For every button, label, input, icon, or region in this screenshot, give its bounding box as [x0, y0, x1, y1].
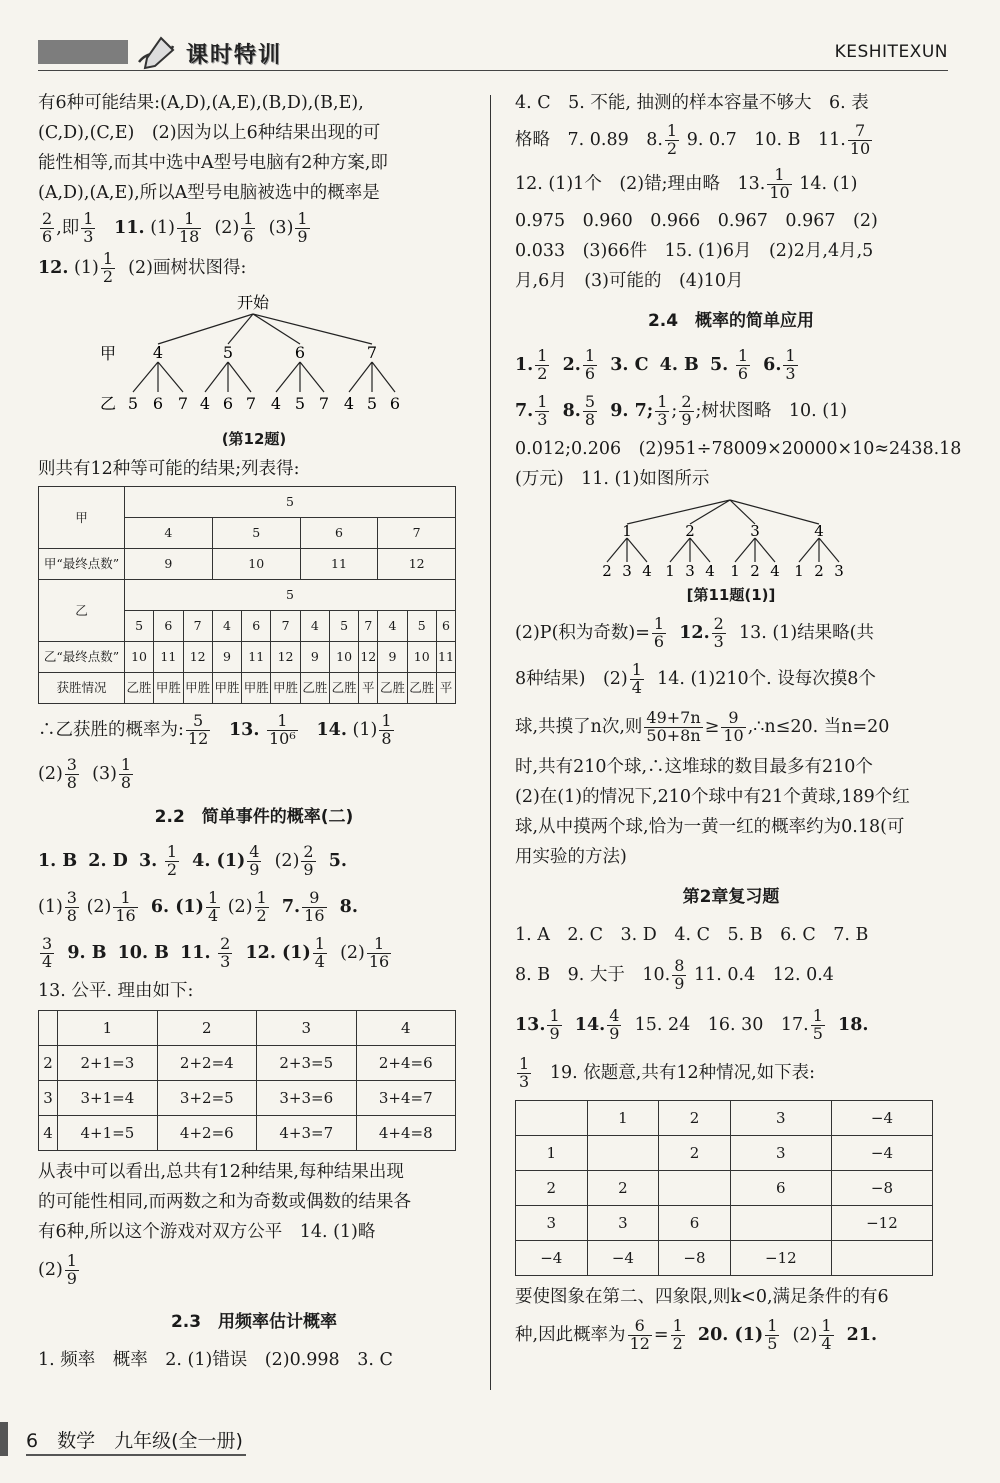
footer-rule [26, 1454, 246, 1456]
text-line: 格略 7. 0.89 8. $\frac{1}{2}$ 9. 0.7 10. B 11. $\frac{7}{10}$ [515, 121, 871, 158]
text-line: 能性相等,而其中选中A型号电脑有2种方案,即 [38, 153, 388, 173]
text-line: 要使图象在第二、四象限,则k<0,满足条件的有6 [515, 1287, 889, 1307]
table-cell: 6 [436, 611, 455, 642]
tree-node: 6 [294, 343, 306, 362]
tree-node: 7 [366, 343, 378, 362]
table-row [39, 642, 456, 673]
tree-node: 5 [294, 394, 306, 413]
header-title: 课时特训 [186, 43, 283, 68]
tree-root: 开始 [236, 293, 270, 312]
figure-caption: [第11题(1)] [686, 586, 776, 604]
fraction: $\frac{7}{10}$ [849, 121, 871, 158]
text-line: 1. A 2. C 3. D 4. C 5. B 6. C 7. B [515, 925, 869, 945]
table-19 [515, 1100, 933, 1276]
table-cell: 10 [329, 642, 358, 673]
text-line: 7. $\frac{1}{3}$ 8. $\frac{5}{8}$ 9. 7; $\frac{1}{3}$ ; $\frac{2}{9}$ ;树状图略 10. (1) [515, 392, 848, 429]
text-line: 月,6月 (3)可能的 (4)10月 [515, 271, 744, 291]
table-cell: 甲胜 [271, 673, 300, 704]
table-cell: 甲“最终点数” [39, 549, 125, 580]
table-cell: 11 [154, 642, 183, 673]
table-cell: 甲胜 [242, 673, 271, 704]
text-line: 8种结果) (2) $\frac{1}{4}$ 14. (1)210个. 设每次摸8个 [515, 660, 876, 697]
table-row: 1 2 3 4 [39, 1011, 456, 1046]
table-cell: 11 [300, 549, 378, 580]
text-line: (2) $\frac{1}{9}$ [38, 1251, 77, 1288]
table-cell: 乙“最终点数” [39, 642, 125, 673]
table-cell: 11 [436, 642, 455, 673]
table-cell: 甲胜 [183, 673, 212, 704]
fraction: $\frac{9}{16}$ [304, 888, 325, 925]
fraction: $\frac{3}{8}$ [66, 755, 77, 792]
table-cell: 甲胜 [212, 673, 241, 704]
column-divider [490, 95, 491, 1390]
fraction: $\frac{1}{\text{10⁶}}$ [269, 711, 296, 748]
tree-node: 5 [127, 394, 139, 413]
fraction: $\frac{1}{2}$ [666, 121, 678, 158]
svg-text:1: 1 [794, 562, 804, 580]
tree-node: 4 [152, 343, 164, 362]
fraction: $\frac{5}{12}$ [187, 711, 209, 748]
tree-diagram-12 [38, 288, 470, 428]
tree-label-jia: 甲 [100, 344, 117, 363]
tree-label-yi: 乙 [100, 394, 117, 413]
fraction: $\frac{1}{3}$ [83, 209, 94, 246]
table-cell: 5 [124, 580, 455, 611]
table-cell: 5 [407, 611, 436, 642]
text-line: 1. B 2. D 3. $\frac{1}{2}$ 4. (1) $\frac{4}{9}$ (2) $\frac{2}{9}$ 5. [38, 842, 348, 879]
table-cell: 获胜情况 [39, 673, 125, 704]
tree-node: 7 [177, 394, 189, 413]
tree-edges [133, 314, 395, 392]
table-cell: 乙胜 [407, 673, 436, 704]
fraction: $\frac{1}{2}$ [102, 249, 114, 286]
table-cell: 平 [436, 673, 455, 704]
table-row: −4 −4 −8 −12 [516, 1241, 933, 1276]
text-line: 时,共有210个球,∴这堆球的数目最多有210个 [515, 757, 873, 777]
header-rule [38, 70, 948, 71]
tree-node: 6 [152, 394, 164, 413]
tree-node: 7 [245, 394, 257, 413]
table-cell: 乙胜 [378, 673, 407, 704]
text-line: 有6种,所以这个游戏对双方公平 14. (1)略 [38, 1222, 376, 1242]
table-cell: 7 [359, 611, 378, 642]
tree-diagram-11 [515, 494, 947, 580]
table-cell: 4 [212, 611, 241, 642]
table-cell: 乙 [39, 580, 125, 642]
svg-text:1: 1 [730, 562, 740, 580]
text-line: 有6种可能结果:(A,D),(A,E),(B,D),(B,E), [38, 93, 364, 113]
fraction: $\frac{3}{8}$ [66, 888, 77, 925]
fraction: $\frac{1}{2}$ [166, 842, 178, 879]
fraction: $\frac{1}{16}$ [115, 888, 136, 925]
tree-node: 4 [270, 394, 282, 413]
header-bar [38, 40, 128, 64]
text-line: (1) $\frac{3}{8}$ (2) $\frac{1}{16}$ 6. (1) $\frac{1}{4}$ (2) $\frac{1}{2}$ 7. $\frac{9}{16}$ 8. [38, 888, 358, 925]
table-cell: 5 [329, 611, 358, 642]
table-row: 3 3 6 −12 [516, 1206, 933, 1241]
section-title: 第2章复习题 [682, 887, 780, 907]
table-row [39, 487, 456, 518]
text-line: $\frac{2}{6}$ ,即 $\frac{1}{3}$ 11. (1) $\frac{1}{18}$ (2) $\frac{1}{6}$ (3) $\frac{1}{9}$ [42, 209, 308, 246]
table-cell: 9 [378, 642, 407, 673]
table-cell: 10 [124, 642, 153, 673]
fraction: $\frac{2}{6}$ [42, 209, 53, 246]
text-line: (2)在(1)的情况下,210个球中有21个黄球,189个红 [515, 787, 910, 807]
table-cell: 7 [378, 518, 456, 549]
svg-text:3: 3 [685, 562, 695, 580]
table-row: 1 2 3 −4 [516, 1101, 933, 1136]
table-cell: 5 [124, 487, 455, 518]
header-english: KESHITEXUN [834, 42, 948, 62]
text-line: (2)P(积为奇数)= $\frac{1}{6}$ 12. $\frac{2}{3}$ 13. (1)结果略(共 [515, 614, 875, 651]
tree-node: 7 [318, 394, 330, 413]
svg-text:4: 4 [642, 562, 652, 580]
text-line: 则共有12种等可能的结果;列表得: [38, 459, 300, 479]
fraction: $\frac{1}{9}$ [297, 209, 308, 246]
tree-node: 4 [199, 394, 211, 413]
svg-text:4: 4 [705, 562, 715, 580]
table-cell: 12 [378, 549, 456, 580]
fraction: $\frac{1}{9}$ [66, 1251, 77, 1288]
text-line: 从表中可以看出,总共有12种结果,每种结果出现 [38, 1162, 404, 1182]
text-line: 用实验的方法) [515, 847, 627, 867]
text-line: 球,从中摸两个球,恰为一黄一红的概率约为0.18(可 [515, 817, 905, 837]
tree-node: 4 [343, 394, 355, 413]
svg-text:1: 1 [622, 522, 632, 540]
figure-caption: (第12题) [221, 430, 287, 448]
table-cell: 10 [407, 642, 436, 673]
text-line: 1. $\frac{1}{2}$ 2. $\frac{1}{6}$ 3. C 4. B 5. $\frac{1}{6}$ 6. $\frac{1}{3}$ [515, 346, 796, 383]
fraction: $\frac{1}{4}$ [314, 934, 325, 971]
table-row: 4 4+1=5 4+2=6 4+3=7 4+4=8 [39, 1116, 456, 1151]
table-row: 1 2 3 −4 [516, 1136, 933, 1171]
table-cell: 7 [271, 611, 300, 642]
section-title: 2.2 简单事件的概率(二) [154, 807, 354, 827]
tree-node: 5 [366, 394, 378, 413]
table-cell: 甲 [39, 487, 125, 549]
text-line: 4. C 5. 不能, 抽测的样本容量不够大 6. 表 [515, 93, 869, 113]
page-footer [0, 1420, 1000, 1460]
fraction: $\frac{1}{8}$ [120, 755, 132, 792]
table-cell: 9 [212, 642, 241, 673]
table-cell: 10 [212, 549, 300, 580]
svg-text:4: 4 [770, 562, 780, 580]
fraction: $\frac{1}{16}$ [368, 934, 390, 971]
text-line: 1. 频率 概率 2. (1)错误 (2)0.998 3. C [38, 1350, 393, 1370]
svg-text:3: 3 [750, 522, 760, 540]
svg-text:3: 3 [834, 562, 844, 580]
table-cell: 12 [183, 642, 212, 673]
table-12 [38, 486, 456, 704]
text-line: ∴乙获胜的概率为: $\frac{5}{12}$ 13. $\frac{1}{\text{10⁶}}$ 14. (1) $\frac{1}{8}$ [38, 711, 392, 748]
tree-level2 [128, 394, 400, 413]
table-cell: 乙胜 [300, 673, 329, 704]
fraction: $\frac{1}{2}$ [256, 888, 267, 925]
fraction: $\frac{1}{4}$ [207, 888, 219, 925]
section-title: 2.3 用频率估计概率 [170, 1312, 338, 1332]
tree-node: 6 [389, 394, 401, 413]
footer-text: 6 数学 九年级(全一册) [26, 1430, 243, 1452]
table-cell: 乙胜 [124, 673, 153, 704]
svg-text:2: 2 [685, 522, 695, 540]
table-cell: 5 [124, 611, 153, 642]
text-line: 8. B 9. 大于 10. $\frac{8}{9}$ 11. 0.4 12. 0.4 [515, 956, 834, 993]
tree-level1 [622, 522, 824, 540]
text-line: (万元) 11. (1)如图所示 [515, 469, 710, 489]
text-line: 12. (1) $\frac{1}{2}$ (2)画树状图得: [38, 249, 247, 286]
tree-level1 [153, 343, 377, 362]
fraction: $\frac{1}{18}$ [178, 209, 200, 246]
text-line: 0.033 (3)66件 15. (1)6月 (2)2月,4月,5 [515, 241, 874, 261]
table-13 [38, 1010, 456, 1151]
text-line: (A,D),(A,E),所以A型号电脑被选中的概率是 [38, 183, 380, 203]
table-row [39, 549, 456, 580]
text-line: $\frac{1}{3}$ 19. 依题意,共有12种情况,如下表: [519, 1054, 816, 1091]
right-column [515, 88, 962, 1358]
table-row [39, 673, 456, 704]
fraction: $\frac{4}{9}$ [249, 842, 260, 879]
text-line: $\frac{3}{4}$ 9. B 10. B 11. $\frac{2}{3}$ 12. (1) $\frac{1}{4}$ (2) $\frac{1}{16}$ [42, 934, 390, 971]
text-line: 12. (1)1个 (2)错;理由略 13. $\frac{1}{10}$ 14. (1) [515, 165, 858, 202]
text-line: 种,因此概率为 $\frac{6}{12}$ = $\frac{1}{2}$ 20. (1) $\frac{1}{5}$ (2) $\frac{1}{4}$ 21. [515, 1316, 878, 1353]
text-line: (C,D),(C,E) (2)因为以上6种结果出现的可 [38, 123, 381, 143]
table-cell: 乙胜 [329, 673, 358, 704]
text-line: 13. $\frac{1}{9}$ 14. $\frac{4}{9}$ 15. 24 16. 30 17. $\frac{1}{5}$ 18. [515, 1006, 869, 1043]
svg-text:2: 2 [602, 562, 612, 580]
table-cell: 6 [242, 611, 271, 642]
text-line: 13. 公平. 理由如下: [38, 981, 194, 1001]
table-cell: 12 [271, 642, 300, 673]
table-cell: 平 [359, 673, 378, 704]
left-column [38, 88, 470, 1375]
text-line: 0.975 0.960 0.966 0.967 0.967 (2) [515, 211, 878, 231]
svg-text:2: 2 [814, 562, 824, 580]
text-line: 0.012;0.206 (2)951÷78009×20000×10≈2438.18 [515, 439, 962, 459]
svg-text:3: 3 [622, 562, 632, 580]
table-cell: 9 [124, 549, 212, 580]
fraction: $\frac{1}{10}$ [769, 165, 790, 202]
fraction: $\frac{3}{4}$ [42, 934, 53, 971]
svg-text:4: 4 [814, 522, 824, 540]
tree-edges [607, 500, 839, 562]
table-cell: 4 [124, 518, 212, 549]
fraction: $\frac{2}{9}$ [303, 842, 314, 879]
table-cell: 12 [359, 642, 378, 673]
fraction: $\frac{1}{8}$ [381, 711, 392, 748]
footer-mark [0, 1422, 8, 1456]
page-header [38, 28, 948, 78]
table-row: 2 2+1=3 2+2=4 2+3=5 2+4=6 [39, 1046, 456, 1081]
text-line: 球,共摸了n次,则 $\frac{49+7n}{50+8n}$ ≥ $\frac{9}{10}$ ,∴n≤20. 当n=20 [515, 708, 890, 745]
table-cell: 4 [378, 611, 407, 642]
table-cell: 甲胜 [154, 673, 183, 704]
table-cell: 6 [154, 611, 183, 642]
tree-node: 5 [222, 343, 234, 362]
table-cell: 6 [300, 518, 378, 549]
table-row: 3 3+1=4 3+2=5 3+3=6 3+4=7 [39, 1081, 456, 1116]
table-cell: 11 [242, 642, 271, 673]
section-title: 2.4 概率的简单应用 [647, 311, 815, 331]
table-row [39, 580, 456, 611]
tree-level2 [602, 562, 844, 580]
tree-node: 6 [222, 394, 234, 413]
svg-text:1: 1 [665, 562, 675, 580]
table-cell: 5 [212, 518, 300, 549]
svg-text:2: 2 [750, 562, 760, 580]
table-cell: 4 [300, 611, 329, 642]
fraction: $\frac{1}{6}$ [243, 209, 254, 246]
table-cell: 9 [300, 642, 329, 673]
text-line: 的可能性相同,而两数之和为奇数或偶数的结果各 [38, 1192, 412, 1212]
pen-hand-icon [133, 32, 179, 72]
text-line: (2) $\frac{3}{8}$ (3) $\frac{1}{8}$ [38, 755, 132, 792]
table-cell: 7 [183, 611, 212, 642]
table-row: 2 2 6 −8 [516, 1171, 933, 1206]
fraction: $\frac{2}{3}$ [220, 934, 231, 971]
